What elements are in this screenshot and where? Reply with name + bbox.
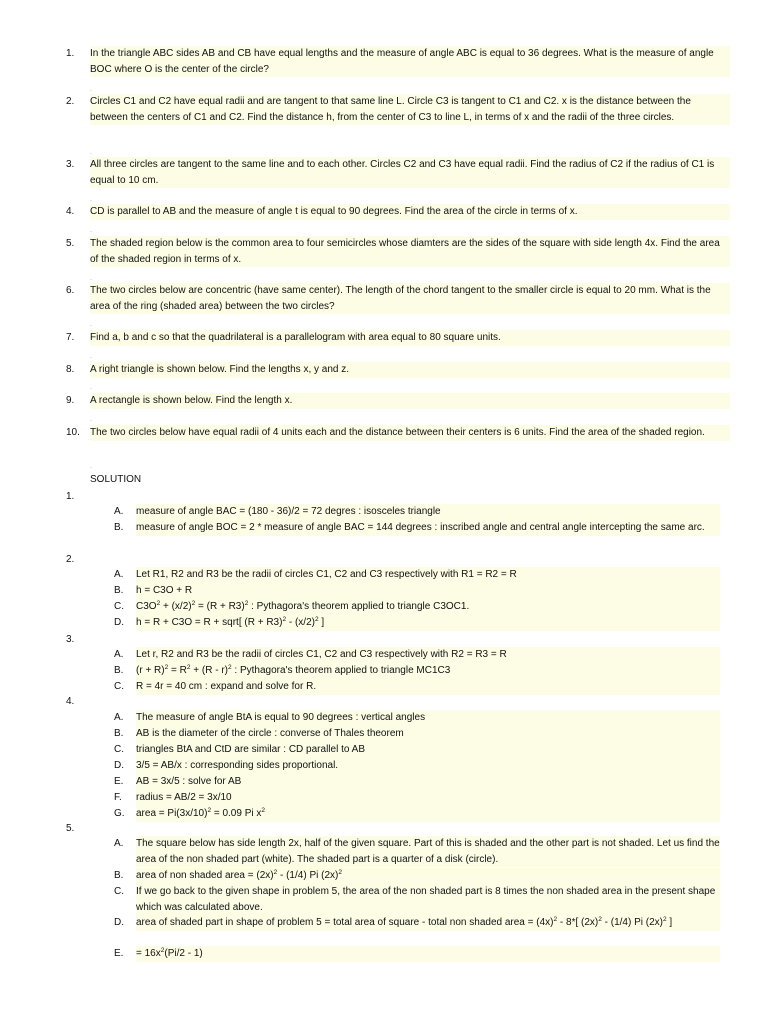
step-letter: D. bbox=[114, 617, 124, 628]
step-letter: A. bbox=[114, 838, 124, 849]
step-text: Let R1, R2 and R3 be the radii of circles C1, C2 and C3 respectively with R1 = R2 = R bbox=[136, 567, 720, 583]
problem-text: The two circles below have equal radii of 4 units each and the distance between their centers is 6 units. Find the area of the shaded region. bbox=[90, 425, 730, 441]
step-text: area = $Pi(3x/10)^2 = 0.09$ Pi $x^2$ bbox=[136, 806, 720, 822]
problem-number: 5. bbox=[66, 238, 75, 249]
problem-text: In the triangle ABC sides AB and CB have equal lengths and the measure of angle ABC is equal to 36 degrees. What is the measure of angle BOC where O is the center of the circle? bbox=[90, 46, 730, 77]
step-letter: C. bbox=[114, 681, 124, 692]
step-letter: B. bbox=[114, 728, 124, 739]
problem-number: 4. bbox=[66, 206, 75, 217]
problem-number: 9. bbox=[66, 395, 75, 406]
paragraph-mark: . bbox=[90, 353, 92, 360]
step-text: h = R + C3O = R + sqrt[ $(R + R3)^2 - (x/2)^2$ ] bbox=[136, 615, 720, 631]
paragraph-mark: . bbox=[90, 463, 92, 470]
step-text: AB = 3x/5 : solve for AB bbox=[136, 774, 720, 790]
paragraph-mark: . bbox=[90, 86, 92, 93]
step-text: $C3O^2 + (x/2)^2 = (R + R3)^2$ : Pythagora's theorem applied to triangle C3OC1. bbox=[136, 599, 720, 615]
step-letter: A. bbox=[114, 506, 124, 517]
problem-number: 6. bbox=[66, 285, 75, 296]
step-text: The measure of angle BtA is equal to 90 degrees : vertical angles bbox=[136, 710, 720, 726]
solution-number: 2. bbox=[66, 554, 75, 565]
problem-number: 7. bbox=[66, 332, 75, 343]
step-letter: B. bbox=[114, 870, 124, 881]
step-text: area of non shaded area = $(2x)^2 - (1/4)$ Pi $(2x)^2$ bbox=[136, 868, 720, 884]
step-letter: B. bbox=[114, 665, 124, 676]
problem-number: 10. bbox=[66, 427, 80, 438]
problem-text: CD is parallel to AB and the measure of angle t is equal to 90 degrees. Find the area of the circle in terms of x. bbox=[90, 204, 730, 220]
step-letter: G. bbox=[114, 808, 125, 819]
step-letter: F. bbox=[114, 792, 122, 803]
step-text: = $16x^2(Pi/2 - 1)$ bbox=[136, 946, 720, 962]
step-letter: D. bbox=[114, 917, 124, 928]
paragraph-mark: . bbox=[90, 227, 92, 234]
solution-number: 4. bbox=[66, 696, 75, 707]
step-letter: B. bbox=[114, 585, 124, 596]
step-text: triangles BtA and CtD are similar : CD parallel to AB bbox=[136, 742, 720, 758]
paragraph-mark: . bbox=[90, 275, 92, 282]
step-text: R = 4r = 40 cm : expand and solve for R. bbox=[136, 679, 720, 695]
problem-text: A right triangle is shown below. Find the lengths x, y and z. bbox=[90, 362, 730, 378]
step-text: measure of angle BAC = (180 - 36)/2 = 72 degres : isosceles triangle bbox=[136, 504, 720, 520]
problem-number: 2. bbox=[66, 96, 75, 107]
step-text: Let r, R2 and R3 be the radii of circles C1, C2 and C3 respectively with R2 = R3 = R bbox=[136, 647, 720, 663]
solution-number: 1. bbox=[66, 491, 75, 502]
problem-text: Circles C1 and C2 have equal radii and are tangent to that same line L. Circle C3 is tangent to C1 and C2. x is the distance between the between the centers of C1 and C2. Find the distance h, from the center of C3 to line L, in terms of x and the radii of the three circles. bbox=[90, 94, 730, 125]
problem-text: The two circles below are concentric (have same center). The length of the chord tangent to the smaller circle is equal to 20 mm. What is the area of the ring (shaded area) between the two circles? bbox=[90, 283, 730, 314]
step-letter: A. bbox=[114, 649, 124, 660]
step-text: radius = AB/2 = 3x/10 bbox=[136, 790, 720, 806]
step-letter: B. bbox=[114, 522, 124, 533]
solution-number: 5. bbox=[66, 823, 75, 834]
solution-number: 3. bbox=[66, 634, 75, 645]
paragraph-mark: . bbox=[90, 416, 92, 423]
step-text: h = C3O + R bbox=[136, 583, 720, 599]
paragraph-mark: . bbox=[90, 384, 92, 391]
problem-number: 1. bbox=[66, 48, 75, 59]
step-text: area of shaded part in shape of problem 5 = total area of square - total non shaded area = $(4x)^2 - 8*$[ $(2x)^2 - (1/4)$ Pi $(2x)^2$ ] bbox=[136, 915, 720, 931]
step-text: $(r + R)^2 = R^2 + (R - r)^2$ : Pythagora's theorem applied to triangle MC1C3 bbox=[136, 663, 720, 679]
step-letter: E. bbox=[114, 776, 124, 787]
step-letter: C. bbox=[114, 744, 124, 755]
step-letter: C. bbox=[114, 886, 124, 897]
problem-number: 3. bbox=[66, 159, 75, 170]
step-letter: A. bbox=[114, 569, 124, 580]
problem-text: Find a, b and c so that the quadrilateral is a parallelogram with area equal to 80 square units. bbox=[90, 330, 730, 346]
problem-text: All three circles are tangent to the same line and to each other. Circles C2 and C3 have equal radii. Find the radius of C2 if the radius of C1 is equal to 10 cm. bbox=[90, 157, 730, 188]
step-text: If we go back to the given shape in problem 5, the area of the non shaded part is 8 times the non shaded area in the present shape which was calculated above. bbox=[136, 884, 720, 915]
step-text: AB is the diameter of the circle : converse of Thales theorem bbox=[136, 726, 720, 742]
problem-text: A rectangle is shown below. Find the length x. bbox=[90, 393, 730, 409]
step-text: measure of angle BOC = 2 * measure of angle BAC = 144 degrees : inscribed angle and central angle intercepting the same arc. bbox=[136, 520, 720, 536]
step-letter: C. bbox=[114, 601, 124, 612]
step-letter: E. bbox=[114, 948, 124, 959]
solution-heading: SOLUTION bbox=[90, 474, 142, 485]
step-text: The square below has side length 2x, half of the given square. Part of this is shaded and the other part is not shaded. Let us find the area of the non shaded part (white). The shaded part is a quarter of a disk (circle). bbox=[136, 836, 720, 867]
paragraph-mark: . bbox=[90, 321, 92, 328]
paragraph-mark: . bbox=[90, 196, 92, 203]
problem-number: 8. bbox=[66, 364, 75, 375]
problem-text: The shaded region below is the common area to four semicircles whose diamters are the sides of the square with side length 4x. Find the area of the shaded region in terms of x. bbox=[90, 236, 730, 267]
step-text: 3/5 = AB/x : corresponding sides proportional. bbox=[136, 758, 720, 774]
paragraph-mark: . bbox=[90, 149, 92, 156]
step-letter: D. bbox=[114, 760, 124, 771]
step-letter: A. bbox=[114, 712, 124, 723]
